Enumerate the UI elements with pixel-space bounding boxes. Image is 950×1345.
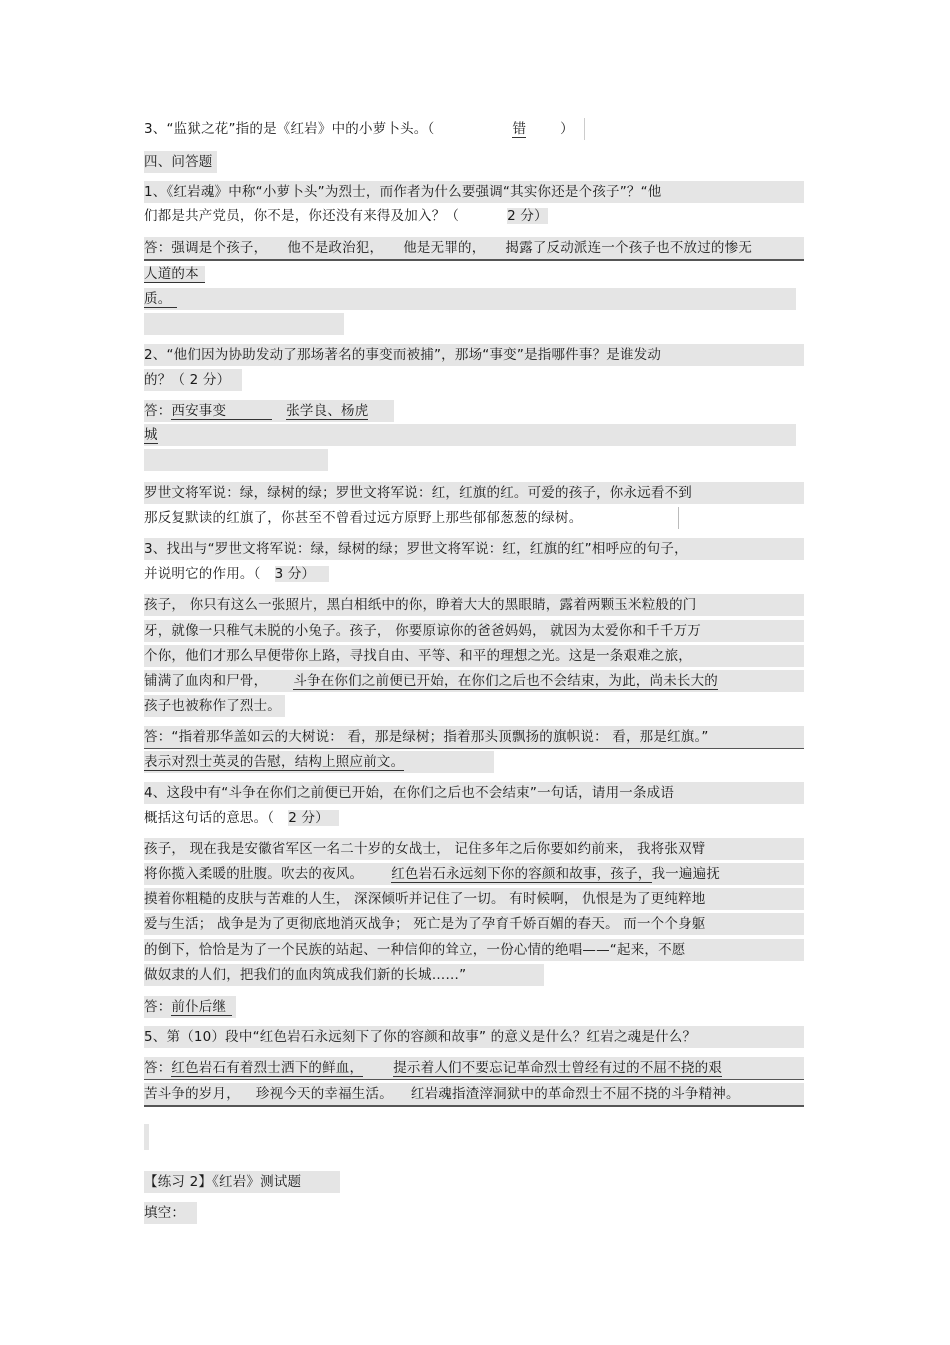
question-4-line-2: 概括这句话的意思。（ 2 分） bbox=[144, 807, 339, 829]
passage-2-line-2: 牙，就像一只稚气未脱的小兔子。孩子， 你要原谅你的爸爸妈妈， 就因为太爱你和千千万万 bbox=[144, 620, 804, 642]
answer-4: 答：前仆后继 bbox=[144, 996, 236, 1018]
practice-2-heading: 【练习 2】《红岩》测试题 bbox=[144, 1171, 340, 1193]
question-2-line-2: 的？（ 2 分） bbox=[144, 369, 242, 391]
passage-1-line-1: 罗世文将军说：绿，绿树的绿；罗世文将军说：红，红旗的红。可爱的孩子，你永远看不到 bbox=[144, 482, 804, 504]
passage-2-line-5: 孩子也被称作了烈士。 bbox=[144, 695, 285, 717]
passage-2-line-1: 孩子， 你只有这么一张照片，黑白相纸中的你，睁着大大的黑眼睛，露着两颗玉米粒般的门 bbox=[144, 594, 804, 616]
answer-5-line-2: 苦斗争的岁月， 珍视今天的幸福生活。 红岩魂指渣滓洞狱中的革命烈士不屈不挠的斗争精神。 bbox=[144, 1083, 804, 1107]
answer-2-blank bbox=[144, 449, 328, 471]
fill-blank-label: 填空： bbox=[144, 1202, 197, 1224]
passage-3-line-3: 摸着你粗糙的皮肤与苦难的人生， 深深倾听并记住了一切。 有时候啊， 仇恨是为了更纯粹地 bbox=[144, 888, 804, 910]
question-5: 5、第（10）段中“红色岩石永远刻下了你的容颜和故事” 的意义是什么？红岩之魂是什么？ bbox=[144, 1026, 804, 1048]
answer-5-line-1: 答：红色岩石有着烈士洒下的鲜血， 提示着人们不要忘记革命烈士曾经有过的不屈不挠的艰 bbox=[144, 1057, 804, 1080]
passage-3-line-6: 做奴隶的人们，把我们的血肉筑成我们新的长城……” bbox=[144, 964, 544, 986]
question-2-line-1: 2、“他们因为协助发动了那场著名的事变而被捕”，那场“事变”是指哪件事？是谁发动 bbox=[144, 344, 804, 366]
passage-3-line-5: 的倒下，恰恰是为了一个民族的站起、一种信仰的耸立，一份心情的绝唱——“起来，不愿 bbox=[144, 939, 804, 961]
passage-2-line-4: 铺满了血肉和尸骨， 斗争在你们之前便已开始，在你们之后也不会结束，为此，尚未长大的 bbox=[144, 670, 804, 692]
answer-1-blank bbox=[144, 313, 344, 335]
answer-1-line-2: 人道的本 bbox=[144, 263, 205, 285]
passage-2-line-3: 个你，他们才那么早便带你上路，寻找自由、平等、和平的理想之光。这是一条艰难之旅， bbox=[144, 645, 804, 667]
judge-question-3: 3、“监狱之花”指的是《红岩》中的小萝卜头。（ 错 ） bbox=[144, 118, 585, 140]
judge-answer-3: 错 bbox=[512, 121, 527, 137]
answer-3-line-1: 答：“指着那华盖如云的大树说： 看，那是绿树；指着那头顶飘扬的旗帜说： 看，那是红旗。” bbox=[144, 726, 804, 749]
answer-1-line-1: 答：强调是个孩子， 他不是政治犯， 他是无罪的， 揭露了反动派连一个孩子也不放过的惨无 bbox=[144, 237, 804, 261]
question-3-line-2: 并说明它的作用。（ 3 分） bbox=[144, 563, 329, 585]
answer-1-line-3: 质。 bbox=[144, 288, 796, 310]
question-1-line-1: 1、《红岩魂》中称“小萝卜头”为烈士，而作者为什么要强调“其实你还是个孩子”？“他 bbox=[144, 181, 804, 203]
answer-2-line-1: 答：西安事变 张学良、杨虎 bbox=[144, 400, 394, 422]
section-heading-4: 四、问答题 bbox=[144, 151, 217, 173]
margin-blank bbox=[144, 1124, 149, 1150]
question-4-line-1: 4、这段中有“斗争在你们之前便已开始，在你们之后也不会结束”一句话，请用一条成语 bbox=[144, 782, 804, 804]
passage-1-line-2: 那反复默读的红旗了，你甚至不曾看过远方原野上那些郁郁葱葱的绿树。 bbox=[144, 507, 679, 529]
question-3-line-1: 3、找出与“罗世文将军说：绿，绿树的绿；罗世文将军说：红，红旗的红”相呼应的句子， bbox=[144, 538, 804, 560]
question-1-line-2: 们都是共产党员，你不是，你还没有来得及加入？（ 2 分） bbox=[144, 208, 548, 224]
passage-3-line-2: 将你揽入柔暖的肚腹。吹去的夜风。 红色岩石永远刻下你的容颜和故事，孩子，我一遍遍抚 bbox=[144, 863, 804, 885]
passage-3-line-1: 孩子， 现在我是安徽省军区一名二十岁的女战士， 记住多年之后你要如约前来， 我将张双臂 bbox=[144, 838, 804, 860]
answer-3-line-2: 表示对烈士英灵的告慰，结构上照应前文。 bbox=[144, 751, 494, 773]
answer-2-line-2: 城 bbox=[144, 424, 796, 446]
passage-3-line-4: 爱与生活； 战争是为了更彻底地消灭战争； 死亡是为了孕育千娇百媚的春天。 而一个个身躯 bbox=[144, 913, 804, 935]
